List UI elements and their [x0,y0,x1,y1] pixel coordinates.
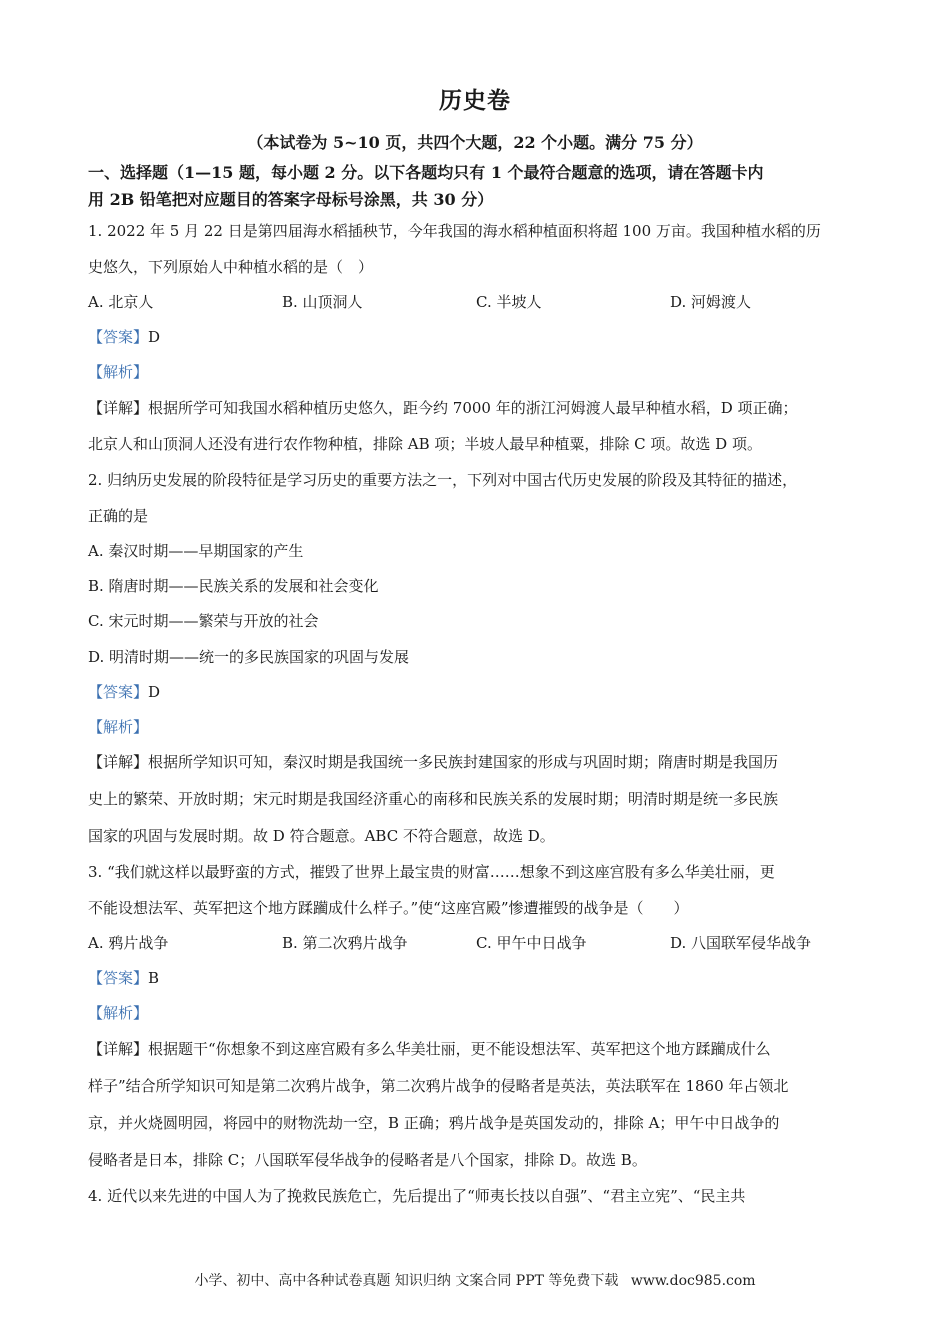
page-subtitle: （本试卷为 5~10 页，共四个大题，22 个小题。满分 75 分） [247,133,703,152]
q2-detail-line3: 国家的巩固与发展时期。故 D 符合题意。ABC 不符合题意，故选 D。 [88,827,555,845]
q1-answer-tag: 【答案】 [88,328,149,346]
q1-option-a: A. 北京人 [88,293,154,311]
q2-stem-line2: 正确的是 [88,507,149,525]
q1-stem-line1: 1. 2022 年 5 月 22 日是第四届海水稻插秧节，今年我国的海水稻种植面积将超 100 万亩。我国种植水稻的历 [88,222,821,240]
page-title: 历史卷 [439,87,511,114]
section-heading-line1: 一、选择题（1—15 题，每小题 2 分。以下各题均只有 1 个最符合题意的选项，请在答题卡内 [88,163,764,182]
q3-detail-line1: 【详解】根据题干“你想象不到这座宫殿有多么华美壮丽，更不能设想法军、英军把这个地方蹂躏成什么 [88,1040,771,1058]
q3-answer [88,968,888,988]
q1-answer [88,327,888,347]
q3-detail-line2: 样子”结合所学知识可知是第二次鸦片战争，第二次鸦片战争的侵略者是英法，英法联军在 1860 年占领北 [88,1077,789,1095]
q3-option-d: D. 八国联军侵华战争 [670,934,812,952]
q2-stem-line1: 2. 归纳历史发展的阶段特征是学习历史的重要方法之一，下列对中国古代历史发展的阶段及其特征的描述， [88,471,798,489]
q1-analysis-tag: 【解析】 [88,363,149,381]
footer-site-link[interactable]: www.doc985.com [630,1273,756,1289]
q2-answer [88,682,888,702]
q3-answer-tag: 【答案】 [88,969,149,987]
q1-option-d: D. 河姆渡人 [670,293,752,311]
q3-option-a: A. 鸦片战争 [88,934,169,952]
q2-detail-line1: 【详解】根据所学知识可知，秦汉时期是我国统一多民族封建国家的形成与巩固时期；隋唐时期是我国历 [88,753,779,771]
footer-text: 小学、初中、高中各种试卷真题 知识归纳 文案合同 PPT 等免费下载 [194,1273,619,1289]
q2-option-d: D. 明清时期——统一的多民族国家的巩固与发展 [88,648,410,666]
q3-option-c: C. 甲午中日战争 [476,934,587,952]
section-heading-line2: 用 2B 铅笔把对应题目的答案字母标号涂黑，共 30 分） [88,190,494,209]
q4-stem-line1: 4. 近代以来先进的中国人为了挽救民族危亡，先后提出了“师夷长技以自强”、“君主立宪”、“民主共 [88,1187,746,1205]
q3-analysis-tag: 【解析】 [88,1004,149,1022]
q1-detail-line2: 北京人和山顶洞人还没有进行农作物种植，排除 AB 项；半坡人最早种植粟，排除 C 项。故选 D 项。 [88,435,762,453]
q2-option-b: B. 隋唐时期——民族关系的发展和社会变化 [88,577,379,595]
q2-option-c: C. 宋元时期——繁荣与开放的社会 [88,612,319,630]
q3-answer-value: B [148,969,160,987]
q3-stem-line2: 不能设想法军、英军把这个地方蹂躏成什么样子。”使“这座宫殿”惨遭摧毁的战争是（ ） [88,899,689,917]
q1-stem-line2: 史悠久，下列原始人中种植水稻的是（ ） [88,258,374,276]
q1-detail-line1: 【详解】根据所学可知我国水稻种植历史悠久，距今约 7000 年的浙江河姆渡人最早种植水稻，D 项正确； [88,399,798,417]
q2-detail-line2: 史上的繁荣、开放时期；宋元时期是我国经济重心的南移和民族关系的发展时期；明清时期是统一多民族 [88,790,779,808]
q3-detail-line3: 京，并火烧圆明园，将园中的财物洗劫一空，B 正确；鸦片战争是英国发动的，排除 A；甲午中日战争的 [88,1114,780,1132]
q2-answer-tag: 【答案】 [88,683,149,701]
q2-answer-value: D [148,683,161,701]
q2-analysis-tag: 【解析】 [88,718,149,736]
q1-option-c: C. 半坡人 [476,293,542,311]
q2-option-a: A. 秦汉时期——早期国家的产生 [88,542,304,560]
q1-answer-value: D [148,328,161,346]
q3-option-b: B. 第二次鸦片战争 [282,934,408,952]
q3-stem-line1: 3. “我们就这样以最野蛮的方式，摧毁了世界上最宝贵的财富……想象不到这座宫股有多么华美壮丽，更 [88,863,775,881]
q3-detail-line4: 侵略者是日本，排除 C；八国联军侵华战争的侵略者是八个国家，排除 D。故选 B。 [88,1151,647,1169]
q1-option-b: B. 山顶洞人 [282,293,363,311]
page-footer [0,1270,950,1290]
